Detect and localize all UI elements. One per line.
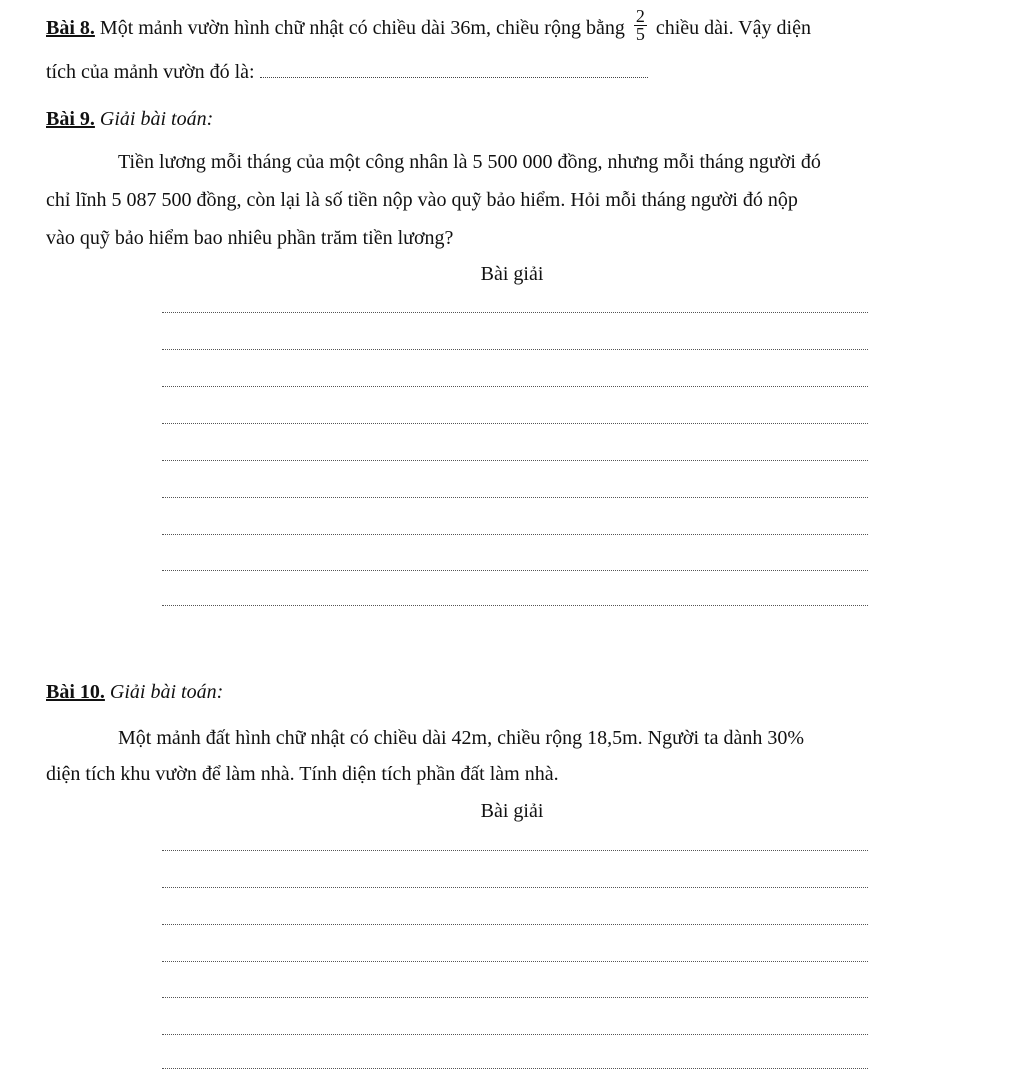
exercise-10-heading (46, 680, 223, 704)
exercise-9-answer-line[interactable] (162, 497, 868, 498)
exercise-9-label: Bài 9. (46, 108, 95, 130)
exercise-10-answer-line[interactable] (162, 924, 868, 925)
exercise-9-problem-line-3: vào quỹ bảo hiểm bao nhiêu phần trăm tiền lương? (46, 227, 454, 249)
exercise-10-label: Bài 10. (46, 681, 105, 703)
fraction-numerator: 2 (635, 6, 645, 26)
exercise-8-answer-blank[interactable] (260, 77, 648, 78)
exercise-10-answer-line[interactable] (162, 1034, 868, 1035)
exercise-9-answer-line[interactable] (162, 386, 868, 387)
exercise-8-answer-prompt: tích của mảnh vườn đó là: (46, 61, 260, 83)
exercise-9-heading (46, 107, 213, 131)
exercise-8-label: Bài 8. (46, 17, 95, 40)
exercise-9-problem-line-1: Tiền lương mỗi tháng của một công nhân là 5 500 000 đồng, nhưng mỗi tháng người đó (118, 151, 821, 173)
exercise-10-answer-line[interactable] (162, 887, 868, 888)
exercise-9-instruction: Giải bài toán: (94, 108, 214, 130)
exercise-9-solution-title: Bài giải (480, 263, 544, 285)
exercise-8-text-cont: chiều dài. Vậy diện (655, 17, 811, 40)
fraction-two-fifths (634, 8, 647, 43)
exercise-10-answer-line[interactable] (162, 997, 868, 998)
exercise-9-answer-line[interactable] (162, 423, 868, 424)
exercise-10-answer-line[interactable] (162, 1068, 868, 1069)
exercise-10-problem-line-1: Một mảnh đất hình chữ nhật có chiều dài 42m, chiều rộng 18,5m. Người ta dành 30% (118, 727, 805, 749)
exercise-9-answer-line[interactable] (162, 349, 868, 350)
exercise-8-line-1 (46, 6, 811, 47)
exercise-10-answer-line[interactable] (162, 961, 868, 962)
exercise-9-answer-line[interactable] (162, 534, 868, 535)
exercise-9-answer-line[interactable] (162, 312, 868, 313)
exercise-9-answer-line[interactable] (162, 460, 868, 461)
exercise-8-text: Một mảnh vườn hình chữ nhật có chiều dài 36m, chiều rộng bằng (94, 17, 625, 40)
exercise-9-answer-line[interactable] (162, 605, 868, 606)
exercise-10-problem-line-2: diện tích khu vườn để làm nhà. Tính diện tích phần đất làm nhà. (46, 763, 559, 785)
exercise-10-solution-title: Bài giải (480, 800, 544, 822)
exercise-9-answer-line[interactable] (162, 570, 868, 571)
exercise-10-instruction: Giải bài toán: (104, 681, 224, 703)
exercise-10-answer-line[interactable] (162, 850, 868, 851)
fraction-denominator: 5 (635, 24, 645, 44)
exercise-9-problem-line-2: chỉ lĩnh 5 087 500 đồng, còn lại là số tiền nộp vào quỹ bảo hiểm. Hỏi mỗi tháng người đó nộp (46, 189, 798, 211)
exercise-8-line-2 (46, 60, 648, 84)
